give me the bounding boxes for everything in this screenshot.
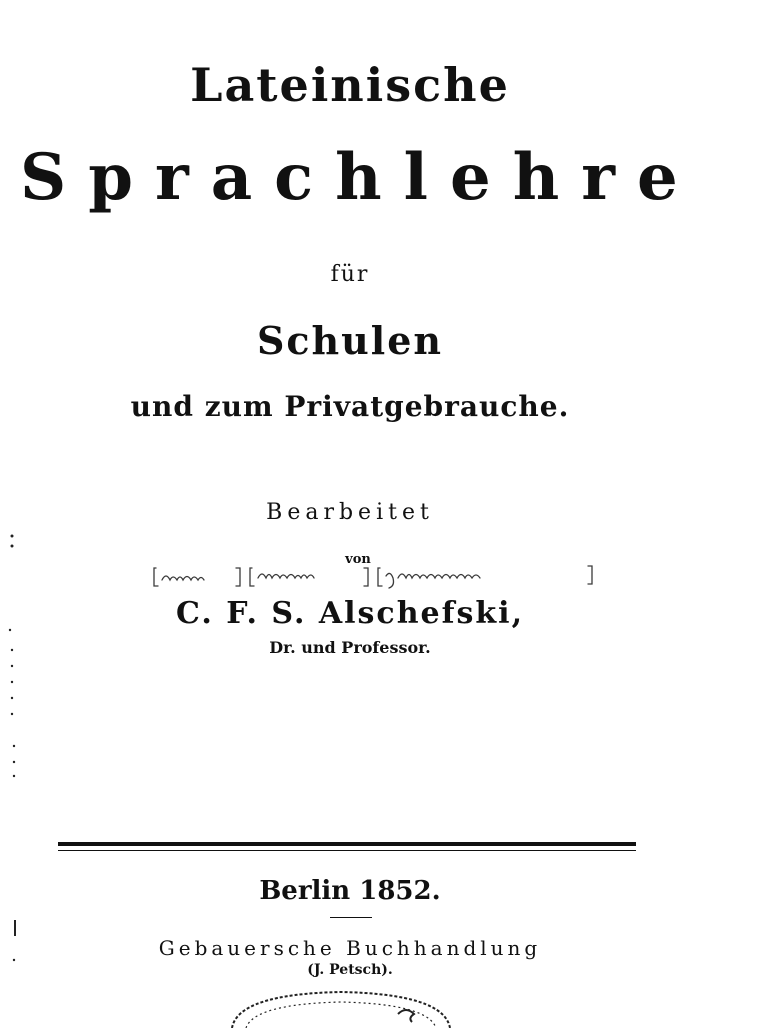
handwritten-annotation [152,560,602,590]
audience-label: Schulen [256,318,444,363]
imprint-publisher: Gebauersche Buchhandlung [158,936,542,960]
edited-label: Bearbeitet [266,500,434,525]
library-stamp [228,988,454,1028]
margin-marks [0,500,30,1000]
separator-rule-thin [58,850,636,851]
author-name: C. F. S. Alschefski, [175,596,525,631]
separator-rule-thick [58,842,636,846]
imprint-short-rule [330,917,372,918]
purpose-label: und zum Privatgebrauche. [130,390,570,423]
author-title: Dr. und Professor. [269,638,431,657]
for-label: für [330,262,370,287]
title-line-1: Lateinische [190,58,510,112]
by-label: von [345,552,371,567]
imprint-publisher-sub: (J. Petsch). [307,962,393,978]
title-line-2: Sprachlehre [20,140,700,215]
imprint-place-year: Berlin 1852. [259,876,441,906]
